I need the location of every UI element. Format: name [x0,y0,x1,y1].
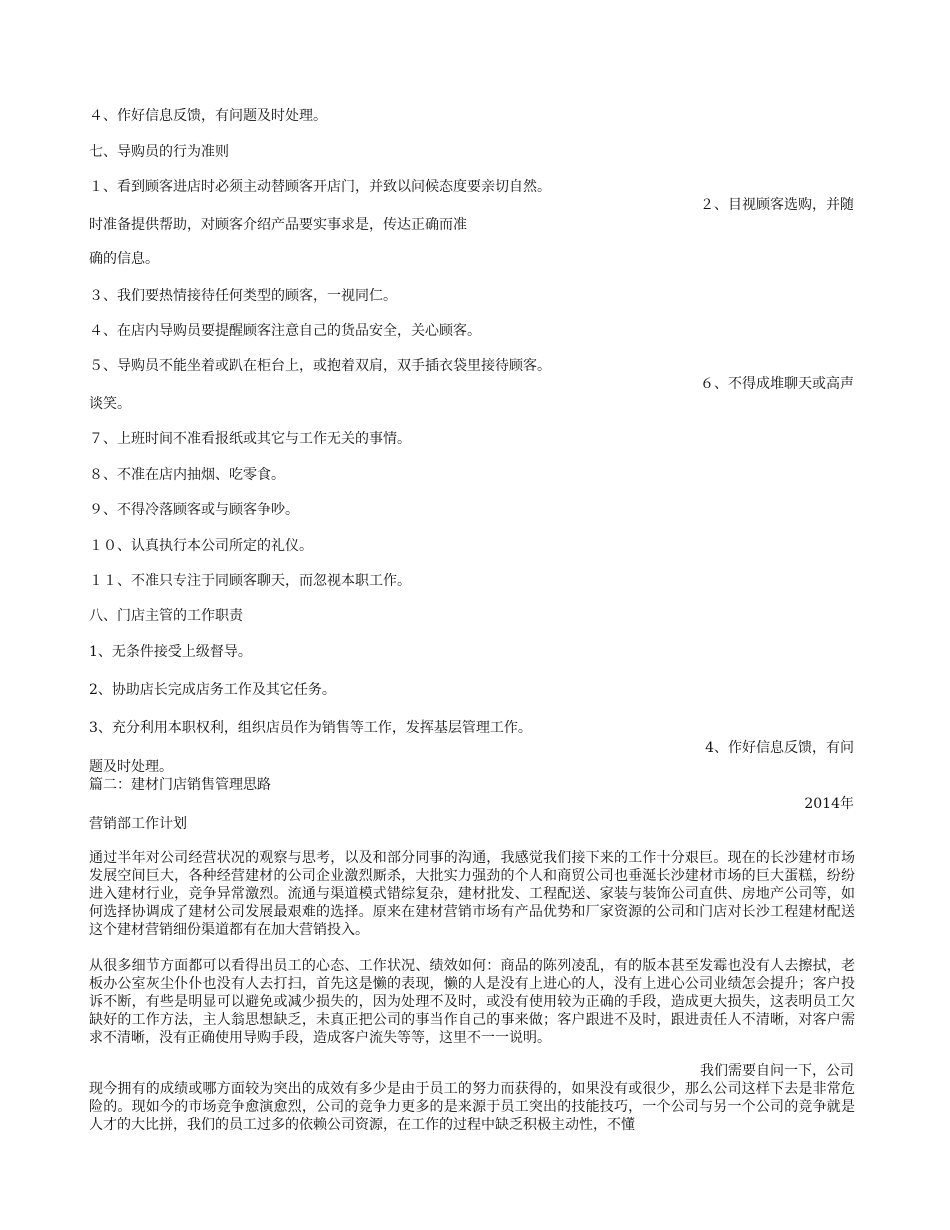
text-line: 题及时处理。 [89,759,173,775]
section-heading: 八、门店主管的工作职责 [89,608,243,624]
text-line: 2、协助店长完成店务工作及其它任务。 [89,682,336,698]
text-line: 谈笑。 [89,396,131,412]
section-heading: 七、导购员的行为准则 [89,144,229,160]
text-line: ４、作好信息反馈，有问题及时处理。 [89,108,327,124]
paragraph: 通过半年对公司经营状况的观察与思考，以及和部分同事的沟通，我感觉我们接下来的工作十分艰巨。现在的长沙建材市场发展空间巨大，各种经营建材的公司企业激烈厮杀，大批实力强劲的个人和商贸公司也垂涎长沙建材市场的巨大蛋糕，纷纷进入建材行业，竞争异常激烈。流通与渠道模式错综复杂，建材批发、工程配送、家装与装饰公司直供、房地产公司等，如何选择协调成了建材公司发展最艰难的选择。原来在建材营销市场有产品优势和厂家资源的公司和门店对长沙工程建材配送这个建材营销细份渠道都有在加大营销投入。 [89,850,855,938]
text-line: １、看到顾客进店时必须主动替顾客开店门，并致以问候态度要亲切自然。 [89,179,551,195]
text-line: ８、不准在店内抽烟、吃零食。 [89,467,285,483]
text-line-right: 4、作好信息反馈，有问 [705,740,854,756]
text-line-right: ２、目视顾客选购，并随 [700,197,854,213]
year-label: 2014年 [804,796,854,812]
text-line: 确的信息。 [89,251,159,267]
text-line: ７、上班时间不准看报纸或其它与工作无关的事情。 [89,431,411,447]
text-line: 1、无条件接受上级督导。 [89,644,252,660]
article-title: 篇二：建材门店销售管理思路 [89,777,271,793]
text-line: 3、充分利用本职权利，组织店员作为销售等工作，发挥基层管理工作。 [89,720,532,736]
text-line: ４、在店内导购员要提醒顾客注意自己的货品安全，关心顾客。 [89,323,481,339]
text-line: ５、导购员不能坐着或趴在柜台上，或抱着双肩，双手插衣袋里接待顾客。 [89,358,551,374]
text-line: ３、我们要热情接待任何类型的顾客，一视同仁。 [89,288,397,304]
paragraph: 现今拥有的成绩或哪方面较为突出的成效有多少是由于员工的努力而获得的，如果没有或很少，那么公司这样下去是非常危险的。现如今的市场竞争愈演愈烈，公司的竞争力更多的是来源于员工突出的技能技巧，一个公司与另一个公司的竞争就是人才的大比拼，我们的员工过多的依赖公司资源，在工作的过程中缺乏积极主动性，不懂 [89,1081,855,1133]
text-line-right: ６、不得成堆聊天或高声 [700,376,854,392]
text-line-right: 我们需要自问一下，公司 [700,1063,854,1079]
text-line: １０、认真执行本公司所定的礼仪。 [89,538,313,554]
paragraph: 从很多细节方面都可以看得出员工的心态、工作状况、绩效如何：商品的陈列凌乱，有的版本甚至发霉也没有人去擦拭，老板办公室灰尘仆仆也没有人去打扫，首先这是懒的表现，懒的人是没有上进心的人，没有上进心公司业绩怎会提升；客户投诉不断，有些是明显可以避免或减少损失的，因为处理不及时，或没有使用较为正确的手段，造成更大损失，这表明员工欠缺好的工作方法，主人翁思想缺乏，未真正把公司的事当作自己的事来做；客户跟进不及时，跟进责任人不清晰，对客户需求不清晰，没有正确使用导购手段，造成客户流失等等，这里不一一说明。 [89,958,855,1046]
text-line: １１、不准只专注于同顾客聊天，而忽视本职工作。 [89,573,411,589]
text-line: ９、不得冷落顾客或与顾客争吵。 [89,502,299,518]
text-line: 时准备提供帮助，对顾客介绍产品要实事求是，传达正确而准 [89,217,467,233]
plan-title: 营销部工作计划 [89,816,187,832]
